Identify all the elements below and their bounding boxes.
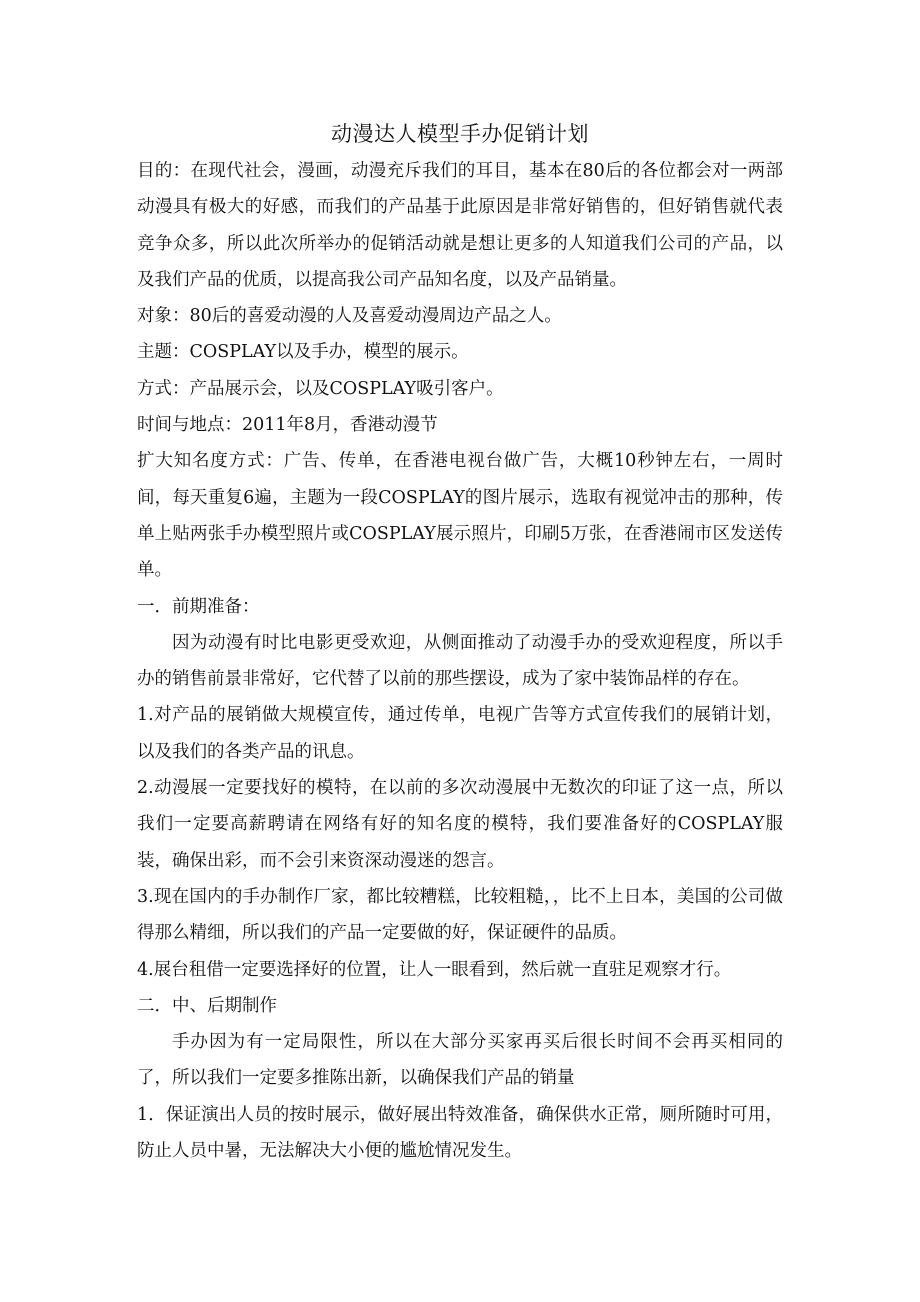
paragraph-target-audience: 对象：80后的喜爱动漫的人及喜爱动漫周边产品之人。 [137,306,562,327]
list-item-preparation-1: 1.对产品的展销做大规模宣传，通过传单，电视广告等方式宣传我们的展销计划，以及我们的各类产品的讯息。 [137,705,783,762]
paragraph-theme: 主题：COSPLAY以及手办，模型的展示。 [137,342,469,363]
document-body [137,116,783,1169]
section-heading-production: 二．中、后期制作 [137,995,277,1016]
paragraph-purpose: 目的：在现代社会，漫画，动漫充斥我们的耳目，基本在80后的各位都会对一两部动漫具有极大的好感，而我们的产品基于此原因是非常好销售的，但好销售就代表竞争众多，所以此次所举办的促销活动就是想让更多的人知道我们公司的产品，以及我们产品的优质，以提高我公司产品知名度，以及产品销量。 [137,161,783,290]
paragraph-production-intro: 手办因为有一定局限性，所以在大部分买家再买后很长时间不会再买相同的了，所以我们一定要多推陈出新，以确保我们产品的销量 [137,1032,783,1089]
paragraph-time-place: 时间与地点：2011年8月，香港动漫节 [137,415,438,436]
list-item-production-1: 1．保证演出人员的按时展示，做好展出特效准备，确保供水正常，厕所随时可用，防止人员中暑，无法解决大小便的尴尬情况发生。 [137,1104,783,1162]
list-item-preparation-4: 4.展台租借一定要选择好的位置，让人一眼看到，然后就一直驻足观察才行。 [137,959,732,980]
paragraph-method: 方式：产品展示会，以及COSPLAY吸引客户。 [137,378,504,399]
document-title: 动漫达人模型手办促销计划 [331,122,589,146]
list-item-preparation-2: 2.动漫展一定要找好的模特，在以前的多次动漫展中无数次的印证了这一点，所以我们一定要高薪聘请在网络有好的知名度的模特，我们要准备好的COSPLAY服装，确保出彩，而不会引来资深动漫迷的怨言。 [137,778,783,871]
paragraph-awareness-method: 扩大知名度方式：广告、传单，在香港电视台做广告，大概10秒钟左右，一周时间，每天重复6遍，主题为一段COSPLAY的图片展示，选取有视觉冲击的那种，传单上贴两张手办模型照片或COSPLAY展示照片，印刷5万张，在香港闹市区发送传单。 [137,451,783,581]
section-heading-preparation: 一．前期准备： [137,596,260,617]
list-item-preparation-3: 3.现在国内的手办制作厂家，都比较糟糕，比较粗糙，，比不上日本，美国的公司做得那么精细，所以我们的产品一定要做的好，保证硬件的品质。 [137,886,783,944]
paragraph-preparation-intro: 因为动漫有时比电影更受欢迎，从侧面推动了动漫手办的受欢迎程度，所以手办的销售前景非常好，它代替了以前的那些摆设，成为了家中装饰品样的存在。 [137,632,783,690]
